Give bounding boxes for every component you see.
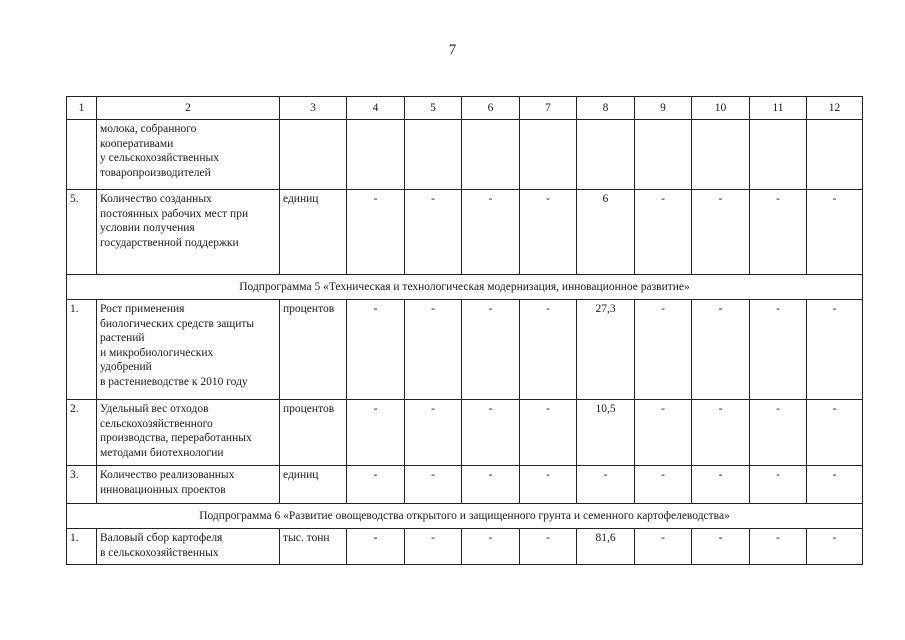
indicator-unit [280, 120, 347, 190]
column-header: 10 [692, 97, 750, 120]
value-cell: 27,3 [577, 300, 635, 400]
table-row [67, 400, 863, 466]
value-cell: - [807, 190, 863, 275]
value-cell: - [635, 529, 692, 565]
subprogram-row [67, 504, 863, 529]
indicator-unit: единиц [280, 190, 347, 275]
value-cell [462, 120, 520, 190]
column-header: 5 [405, 97, 462, 120]
value-cell: - [405, 466, 462, 504]
table-row [67, 466, 863, 504]
column-header: 11 [750, 97, 807, 120]
value-cell [635, 120, 692, 190]
value-cell [520, 120, 577, 190]
indicator-unit: единиц [280, 466, 347, 504]
table-row [67, 190, 863, 275]
value-cell: - [347, 466, 405, 504]
row-number: 3. [67, 466, 97, 504]
indicator-name: Валовый сбор картофеля в сельскохозяйственных [97, 529, 280, 565]
indicator-name: Количество созданных постоянных рабочих мест при условии получения государственной поддержки [97, 190, 280, 275]
column-header: 2 [97, 97, 280, 120]
column-header: 1 [67, 97, 97, 120]
column-header: 6 [462, 97, 520, 120]
indicator-unit: тыс. тонн [280, 529, 347, 565]
value-cell: - [347, 300, 405, 400]
value-cell: - [692, 190, 750, 275]
value-cell: - [462, 300, 520, 400]
value-cell: - [405, 300, 462, 400]
value-cell: - [750, 300, 807, 400]
column-header: 7 [520, 97, 577, 120]
value-cell: - [807, 300, 863, 400]
value-cell: - [750, 466, 807, 504]
subprogram-title: Подпрограмма 5 «Техническая и технологическая модернизация, инновационное развитие» [67, 275, 863, 300]
value-cell: - [405, 400, 462, 466]
value-cell: - [520, 529, 577, 565]
table-row [67, 120, 863, 190]
value-cell: - [635, 466, 692, 504]
table-row [67, 300, 863, 400]
indicator-unit: процентов [280, 300, 347, 400]
table-header-row [67, 97, 863, 120]
value-cell: - [520, 400, 577, 466]
value-cell: - [807, 466, 863, 504]
page-number: 7 [448, 42, 457, 58]
indicator-unit: процентов [280, 400, 347, 466]
row-number: 5. [67, 190, 97, 275]
value-cell [750, 120, 807, 190]
value-cell: 6 [577, 190, 635, 275]
value-cell: - [692, 300, 750, 400]
row-number [67, 120, 97, 190]
value-cell [692, 120, 750, 190]
value-cell [577, 120, 635, 190]
value-cell: - [347, 400, 405, 466]
value-cell: - [520, 190, 577, 275]
value-cell: - [807, 400, 863, 466]
value-cell: - [750, 529, 807, 565]
column-header: 4 [347, 97, 405, 120]
row-number: 2. [67, 400, 97, 466]
indicator-name: Удельный вес отходов сельскохозяйственного производства, переработанных методами биотехнологии [97, 400, 280, 466]
value-cell: 10,5 [577, 400, 635, 466]
column-header: 8 [577, 97, 635, 120]
value-cell: 81,6 [577, 529, 635, 565]
value-cell: - [692, 400, 750, 466]
value-cell: - [807, 529, 863, 565]
value-cell: - [462, 400, 520, 466]
value-cell [405, 120, 462, 190]
subprogram-title: Подпрограмма 6 «Развитие овощеводства открытого и защищенного грунта и семенного картофелеводства» [67, 504, 863, 529]
column-header: 3 [280, 97, 347, 120]
indicator-table [66, 96, 863, 565]
value-cell: - [692, 466, 750, 504]
value-cell: - [462, 190, 520, 275]
value-cell: - [405, 529, 462, 565]
column-header: 9 [635, 97, 692, 120]
value-cell [347, 120, 405, 190]
value-cell: - [347, 190, 405, 275]
value-cell: - [750, 190, 807, 275]
value-cell: - [750, 400, 807, 466]
indicator-name: Рост применения биологических средств защиты растений и микробиологических удобрений в растениеводстве к 2010 году [97, 300, 280, 400]
value-cell: - [462, 466, 520, 504]
subprogram-row [67, 275, 863, 300]
indicator-name: молока, собранного кооперативами у сельскохозяйственных товаропроизводителей [97, 120, 280, 190]
value-cell: - [520, 300, 577, 400]
value-cell: - [462, 529, 520, 565]
row-number: 1. [67, 529, 97, 565]
indicator-name: Количество реализованных инновационных проектов [97, 466, 280, 504]
value-cell [807, 120, 863, 190]
row-number: 1. [67, 300, 97, 400]
value-cell: - [692, 529, 750, 565]
value-cell: - [405, 190, 462, 275]
table-row [67, 529, 863, 565]
column-header: 12 [807, 97, 863, 120]
value-cell: - [635, 300, 692, 400]
value-cell: - [635, 190, 692, 275]
value-cell: - [347, 529, 405, 565]
value-cell: - [577, 466, 635, 504]
value-cell: - [520, 466, 577, 504]
value-cell: - [635, 400, 692, 466]
